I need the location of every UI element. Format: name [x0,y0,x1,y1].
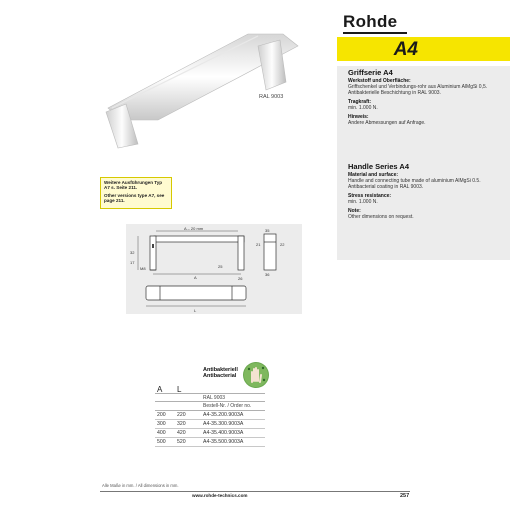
table-row [155,420,265,429]
cell-l: 320 [177,421,186,427]
table-row [155,438,265,447]
antibacterial-title [203,367,238,379]
dimensions-note: Alle Maße in mm. / All dimensions in mm. [102,483,179,488]
cell-a: 400 [157,430,166,436]
english-load-title: Stress resistance: [348,193,392,199]
cell-l: 220 [177,412,186,418]
table-row [155,429,265,438]
series-title: A4 [393,39,418,60]
german-note-title: Hinweis: [348,114,369,120]
dim-22: 22 [280,242,285,247]
german-material-title: Werkstoff und Oberfläche: [348,78,411,84]
dim-a: A [194,275,197,280]
cell-l: 520 [177,439,186,445]
website-link[interactable]: www.rohde-technics.com [192,493,248,498]
dim-35: 35 [265,228,270,233]
english-load-text: min. 1.000 N. [348,199,378,205]
english-info [348,164,498,220]
english-heading: Handle Series A4 [348,162,409,171]
technical-drawing [126,224,302,314]
dim-26: 26 [238,276,243,281]
english-material-title: Material and surface: [348,172,399,178]
cell-order: A4-35.200.9003A [203,412,244,418]
german-heading: Griffserie A4 [348,68,393,77]
other-versions-de: Weitere Ausführungen Typ A7 s. Seite 211. [104,180,163,191]
product-finish-label: RAL 9003 [259,94,284,100]
german-load-text: min. 1.000 N. [348,105,378,111]
dim-36: 36 [265,272,270,277]
page-number: 257 [400,493,410,499]
ral-header: RAL 9003 [203,395,226,401]
cell-order: A4-35.300.9003A [203,421,244,427]
table-divider [155,393,265,394]
order-header: Bestell-Nr. / Order no. [203,403,252,409]
german-info [348,70,498,126]
cell-a: 300 [157,421,166,427]
german-load-title: Tragkraft: [348,99,372,105]
handle-product-image [98,20,308,150]
col-header-l: L [177,385,182,394]
english-note-title: Note: [348,208,361,214]
dim-21: 21 [256,242,261,247]
english-material-text: Handle and connecting tube made of aluminium AlMgSi 0.5. Antibacterial coating in RAL 9003. [348,178,481,190]
antibacterial-hand-icon [243,362,269,388]
dim-m8: M8 [140,266,146,271]
cell-a: 200 [157,412,166,418]
dim-a-minus: A – 20 mm [184,226,204,231]
table-row [155,411,265,420]
dim-l: L [194,308,197,313]
table-divider [155,401,265,402]
dim-17: 17 [130,260,135,265]
order-table-rows [155,411,265,447]
brand-logo: Rohde [343,12,398,31]
footer-rule [100,491,410,492]
antibacterial-en: Antibacterial [203,373,237,379]
german-note-text: Andere Abmessungen auf Anfrage. [348,120,426,126]
english-note-text: Other dimensions on request. [348,214,414,220]
logo-underline [343,32,407,34]
dim-32: 32 [130,250,135,255]
cell-a: 500 [157,439,166,445]
german-material-text: Griffschenkel und Verbindungs-rohr aus Aluminium AlMgSi 0,5. Antibakterielle Beschichtung in RAL 9003. [348,84,488,96]
other-versions-en: Other versions type A7, see page 211. [104,192,165,204]
dim-25: 25 [218,264,223,269]
cell-order: A4-35.500.9003A [203,439,244,445]
series-band [337,37,510,61]
cell-order: A4-35.400.9003A [203,430,244,436]
col-header-a: A [157,385,163,394]
cell-l: 420 [177,430,186,436]
antibacterial-de: Antibakteriell [203,367,238,373]
other-versions-note [100,177,172,209]
